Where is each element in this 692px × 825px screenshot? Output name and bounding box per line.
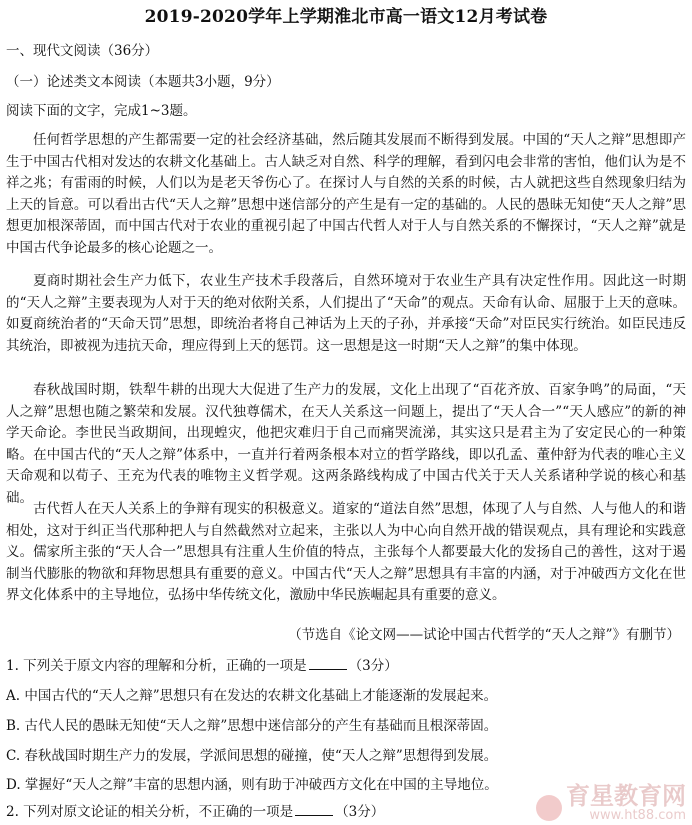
passage-paragraph-1: 任何哲学思想的产生都需要一定的社会经济基础，然后随其发展而不断得到发展。中国的“天人之辩”思想即产生于中国古代相对发达的农耕文化基础上。古人缺乏对自然、科学的理解，看到闪电会非常的害怕，他们认为是不祥之兆；有雷雨的时候，人们以为是老天爷伤心了。在探讨人与自然的关系的时候，古人就把这些自然现象归结为上天的旨意。可以看出古代“天人之辩”思想中迷信部分的产生是有一定的基础的。人民的愚昧无知使“天人之辩”思想更加根深蒂固，而中国古代对于农业的重视引起了中国古代哲人对于人与自然关系的不懈探讨，“天人之辩”就是中国古代争论最多的核心论题之一。 (6, 132, 686, 256)
watermark-name: 育星教育网 (566, 782, 686, 810)
question-1-score: （3分） (348, 658, 398, 674)
watermark-logo-icon (536, 795, 562, 821)
question-2-text: 2. 下列对原文论证的相关分析，不正确的一项是 (6, 804, 294, 820)
answer-blank-2[interactable] (295, 802, 333, 816)
passage-paragraph-3: 春秋战国时期，铁犁牛耕的出现大大促进了生产力的发展，文化上出现了“百花齐放、百家争鸣”的局面，“天人之辩”思想也随之繁荣和发展。汉代独尊儒术，在天人关系这一问题上，提出了“天人合一”“天人感应”的新的神学天命论。李世民当政期间，出现蝗灾，他把灾难归于自己而痛哭流涕，其实这只是君主为了安定民心的一种策略。在中国古代的“天人之辩”体系中，一直并行着两条根本对立的哲学路线，即以孔孟、董仲舒为代表的唯心主义天命观和以荀子、王充为代表的唯物主义哲学观。这两条路线构成了中国古代关于天人关系诸种学说的核心和基础。 (6, 382, 686, 506)
question-1-text: 1. 下列关于原文内容的理解和分析，正确的一项是 (6, 658, 307, 674)
question-1-stem (6, 656, 398, 676)
question-1-option-c[interactable]: C. 春秋战国时期生产力的发展，学派间思想的碰撞，使“天人之辩”思想得到发展。 (6, 748, 498, 764)
exam-title: 2019-2020学年上学期淮北市高一语文12月考试卷 (144, 7, 548, 27)
reading-instruction: 阅读下面的文字，完成1~3题。 (6, 103, 197, 119)
question-1-option-b[interactable]: B. 古代人民的愚昧无知使“天人之辩”思想中迷信部分的产生有基础而且根深蒂固。 (6, 718, 498, 734)
passage-paragraph-2: 夏商时期社会生产力低下，农业生产技术手段落后，自然环境对于农业生产具有决定性作用。因此这一时期的“天人之辩”主要表现为人对于天的绝对依附关系，人们提出了“天命”的观点。天命有认命、屈服于上天的意味。如夏商统治者的“天命天罚”思想，即统治者将自己神话为上天的子孙，并承接“天命”对臣民实行统治。如臣民违反其统治，即被视为违抗天命，理应得到上天的惩罚。这一思想是这一时期“天人之辩”的集中体现。 (6, 273, 686, 354)
question-1-option-d[interactable]: D. 掌握好“天人之辩”丰富的思想内涵，则有助于冲破西方文化在中国的主导地位。 (6, 777, 498, 793)
question-2-score: （3分） (335, 804, 385, 820)
watermark-url: www.ht88.com (589, 808, 686, 823)
subsection-heading: （一）论述类文本阅读（本题共3小题，9分） (6, 74, 280, 90)
passage-source: （节选自《论文网——试论中国古代哲学的“天人之辩”》有删节） (288, 627, 680, 643)
passage-paragraph-4: 古代哲人在天人关系上的争辩有现实的积极意义。道家的“道法自然”思想，体现了人与自然、人与他人的和谐相处，这对于纠正当代那种把人与自然截然对立起来，主张以人为中心向自然开战的错误观点，具有理论和实践意义。儒家所主张的“天人合一”思想具有注重人生价值的特点，主张每个人都要最大化的发扬自己的善性，这对于遏制当代膨胀的物欲和拜物思想具有重要的意义。中国古代“天人之辩”思想具有丰富的内涵，对于冲破西方文化在世界文化体系中的主导地位，弘扬中华传统文化，激励中华民族崛起具有重要的意义。 (6, 501, 686, 604)
section-heading: 一、现代文阅读（36分） (6, 43, 159, 59)
question-1-option-a[interactable]: A. 中国古代的“天人之辩”思想只有在发达的农耕文化基础上才能逐渐的发展起来。 (6, 688, 498, 704)
answer-blank-1[interactable] (309, 656, 347, 670)
watermark (536, 783, 686, 823)
question-2-stem (6, 802, 384, 822)
